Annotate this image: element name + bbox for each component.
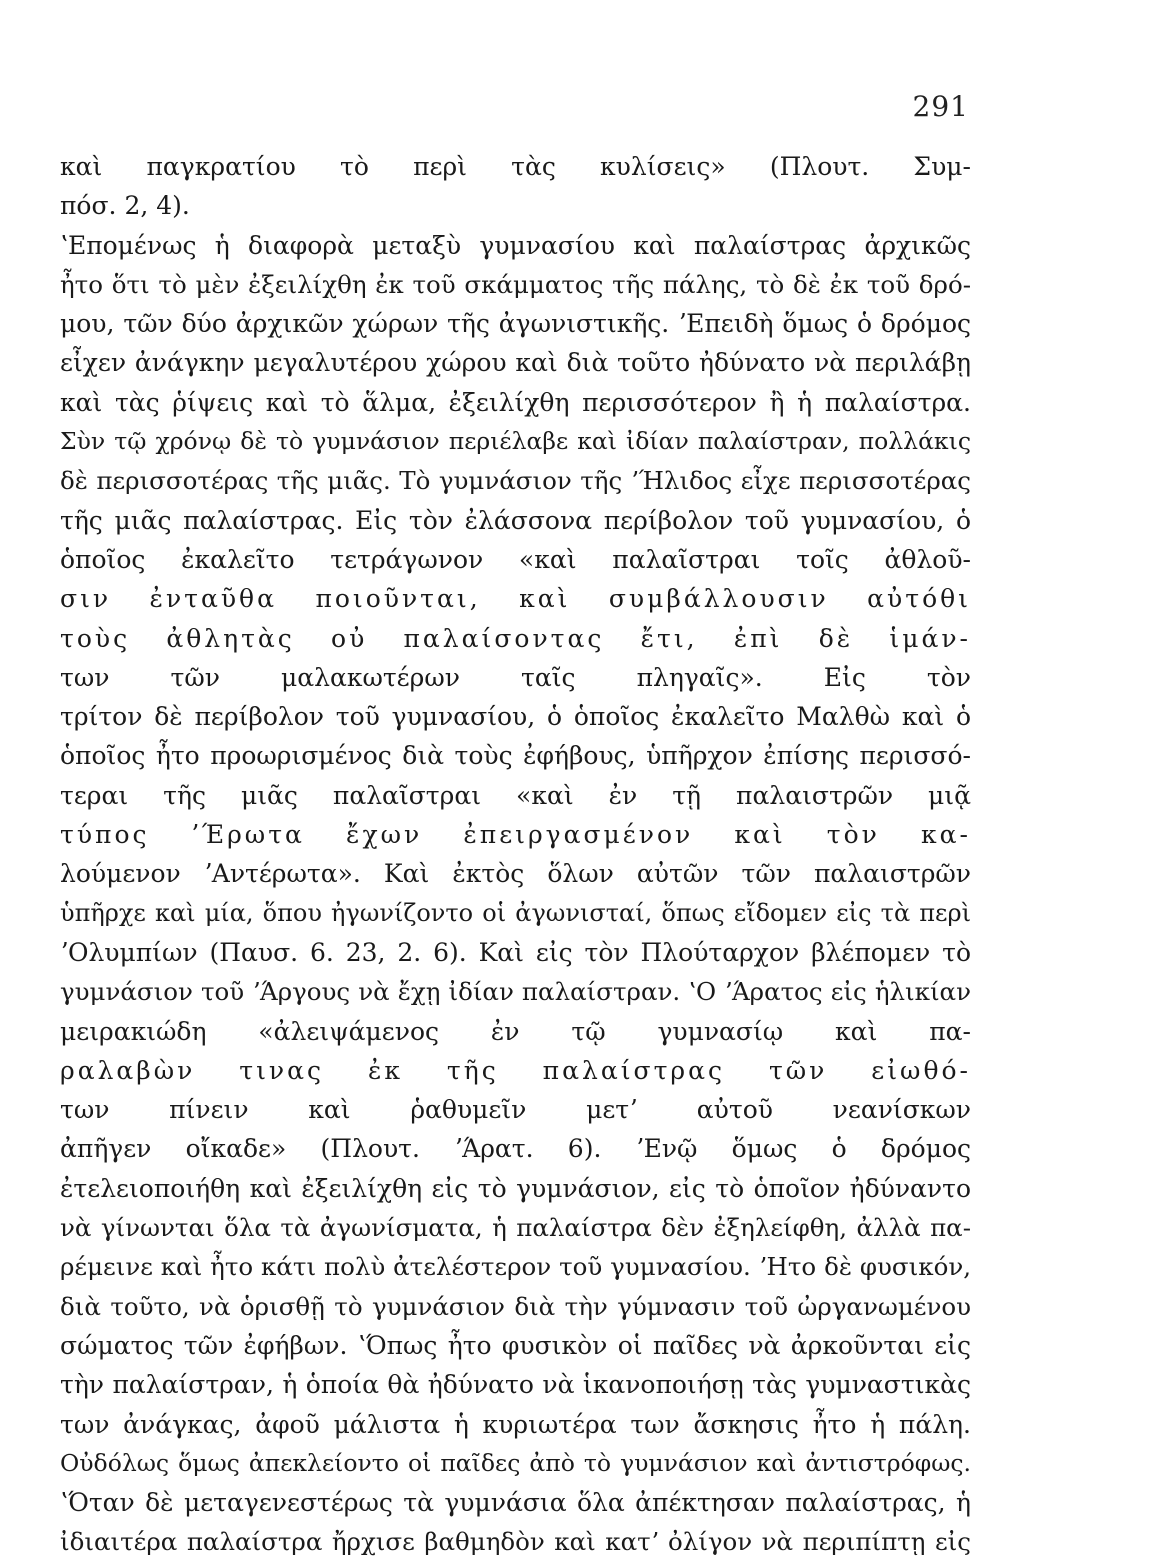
text-line: ἦτο ὅτι τὸ μὲν ἐξειλίχθη ἐκ τοῦ σκάμματος τῆς πάλης, τὸ δὲ ἐκ τοῦ δρό- xyxy=(60,269,971,299)
body-text xyxy=(60,147,971,1562)
text-line: ἀπῆγεν οἴκαδε» (Πλουτ. ʼΆρατ. 6). ʼΕνῷ ὅμως ὁ δρόμος xyxy=(60,1134,971,1164)
text-line: γυμνάσιον τοῦ ʼΆργους νὰ ἔχῃ ἰδίαν παλαίστραν. ʽΟ ʼΆρατος εἰς ἡλικίαν xyxy=(60,977,971,1007)
text-line: των πίνειν καὶ ῥαθυμεῖν μετʼ αὐτοῦ νεανίσκων xyxy=(60,1095,971,1125)
text-line: τὴν παλαίστραν, ἡ ὁποία θὰ ἠδύνατο νὰ ἱκανοποιήσῃ τὰς γυμναστικὰς xyxy=(60,1370,971,1400)
text-line: ὁποῖος ἦτο προωρισμένος διὰ τοὺς ἐφήβους, ὑπῆρχον ἐπίσης περισσό- xyxy=(60,741,971,771)
text-line: ἐτελειοποιήθη καὶ ἐξειλίχθη εἰς τὸ γυμνάσιον, εἰς τὸ ὁποῖον ἠδύναντο xyxy=(60,1173,971,1203)
text-line: εἶχεν ἀνάγκην μεγαλυτέρου χώρου καὶ διὰ τοῦτο ἠδύνατο νὰ περιλάβῃ xyxy=(60,348,971,378)
text-line: ὑπῆρχε καὶ μία, ὅπου ἠγωνίζοντο οἱ ἀγωνισταί, ὅπως εἴδομεν εἰς τὰ περὶ xyxy=(60,898,971,927)
text-line: ρέμεινε καὶ ἦτο κάτι πολὺ ἀτελέστερον τοῦ γυμνασίου. ʼΗτο δὲ φυσικόν, xyxy=(60,1252,971,1282)
text-line: ραλαβὼν τινας ἐκ τῆς παλαίστρας τῶν εἰωθό- xyxy=(60,1055,971,1085)
text-line: των ἀνάγκας, ἀφοῦ μάλιστα ἡ κυριωτέρα των ἄσκησις ἦτο ἡ πάλη. xyxy=(60,1409,971,1439)
text-line: πόσ. 2, 4). xyxy=(60,191,190,221)
text-line: διὰ τοῦτο, νὰ ὁρισθῇ τὸ γυμνάσιον διὰ τὴν γύμνασιν τοῦ ὠργανωμένου xyxy=(60,1291,971,1321)
text-line: Οὐδόλως ὅμως ἀπεκλείοντο οἱ παῖδες ἀπὸ τὸ γυμνάσιον καὶ ἀντιστρόφως. xyxy=(60,1448,971,1477)
text-line: σώματος τῶν ἐφήβων. ʽΌπως ἦτο φυσικὸν οἱ παῖδες νὰ ἀρκοῦνται εἰς xyxy=(60,1330,971,1360)
text-line: μειρακιώδη «ἀλειψάμενος ἐν τῷ γυμνασίῳ καὶ πα- xyxy=(60,1016,971,1046)
text-line: ἰδιαιτέρα παλαίστρα ἤρχισε βαθμηδὸν καὶ κατʼ ὀλίγον νὰ περιπίπτῃ εἰς xyxy=(60,1527,971,1557)
text-line: καὶ τὰς ῥίψεις καὶ τὸ ἅλμα, ἐξειλίχθη περισσότερον ἢ ἡ παλαίστρα. xyxy=(60,387,971,417)
text-line: ʽΌταν δὲ μεταγενεστέρως τὰ γυμνάσια ὅλα ἀπέκτησαν παλαίστρας, ἡ xyxy=(60,1488,971,1518)
text-line: σιν ἐνταῦθα ποιοῦνται, καὶ συμβάλλουσιν αὐτόθι xyxy=(60,584,971,614)
text-line: ὁποῖος ἐκαλεῖτο τετράγωνον «καὶ παλαῖστραι τοῖς ἀθλοῦ- xyxy=(60,544,971,574)
text-line: τῆς μιᾶς παλαίστρας. Εἰς τὸν ἐλάσσονα περίβολον τοῦ γυμνασίου, ὁ xyxy=(60,505,971,535)
text-line: ʽΕπομένως ἡ διαφορὰ μεταξὺ γυμνασίου καὶ παλαίστρας ἀρχικῶς xyxy=(60,230,971,260)
text-line: λούμενον ʼΑντέρωτα». Καὶ ἐκτὸς ὅλων αὐτῶν τῶν παλαιστρῶν xyxy=(60,859,971,889)
text-line: δὲ περισσοτέρας τῆς μιᾶς. Τὸ γυμνάσιον τῆς ʼΉλιδος εἶχε περισσοτέρας xyxy=(60,466,971,496)
text-line: τοὺς ἀθλητὰς οὐ παλαίσοντας ἔτι, ἐπὶ δὲ ἱμάν- xyxy=(60,623,971,653)
text-line: Σὺν τῷ χρόνῳ δὲ τὸ γυμνάσιον περιέλαβε καὶ ἰδίαν παλαίστραν, πολλάκις xyxy=(60,427,971,456)
text-line: ʼΟλυμπίων (Παυσ. 6. 23, 2. 6). Καὶ εἰς τὸν Πλούταρχον βλέπομεν τὸ xyxy=(60,937,971,967)
text-line: τύπος ʼΈρωτα ἔχων ἐπειργασμένον καὶ τὸν κα- xyxy=(60,820,971,850)
text-line: καὶ παγκρατίου τὸ περὶ τὰς κυλίσεις» (Πλουτ. Συμ- xyxy=(60,152,971,181)
page-number: 291 xyxy=(912,90,969,123)
text-line: νὰ γίνωνται ὅλα τὰ ἀγωνίσματα, ἡ παλαίστρα δὲν ἐξηλείφθη, ἀλλὰ πα- xyxy=(60,1213,971,1243)
text-line: των τῶν μαλακωτέρων ταῖς πληγαῖς». Εἰς τὸν xyxy=(60,662,971,692)
text-line: τεραι τῆς μιᾶς παλαῖστραι «καὶ ἐν τῇ παλαιστρῶν μιᾷ xyxy=(60,780,971,810)
text-line: τρίτον δὲ περίβολον τοῦ γυμνασίου, ὁ ὁποῖος ἐκαλεῖτο Μαλθὼ καὶ ὁ xyxy=(60,702,971,732)
text-line: μου, τῶν δύο ἀρχικῶν χώρων τῆς ἀγωνιστικῆς. ʼΕπειδὴ ὅμως ὁ δρόμος xyxy=(60,309,971,339)
